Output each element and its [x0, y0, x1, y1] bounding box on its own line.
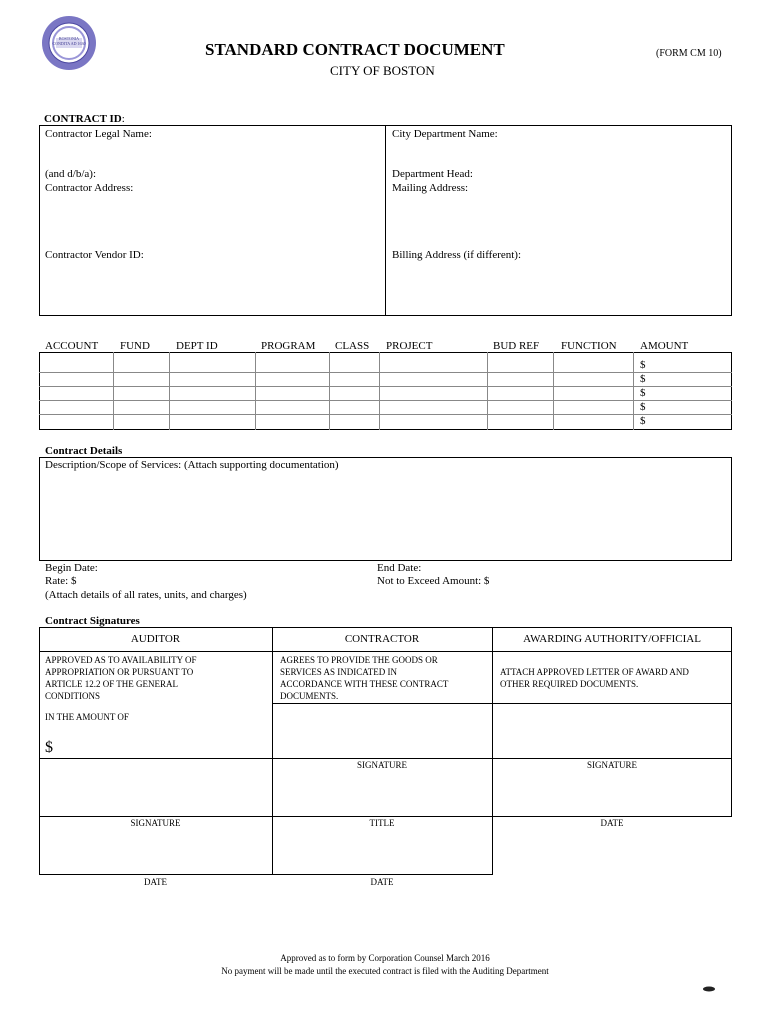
form-subtitle: CITY OF BOSTON [330, 63, 435, 78]
signatures-heading: Contract Signatures [45, 615, 140, 627]
amount-cell-1[interactable]: $ [640, 359, 646, 371]
contract-id-label [44, 113, 125, 125]
authority-signature-label: SIGNATURE [586, 760, 637, 770]
col-program: PROGRAM [261, 340, 316, 352]
sig-line-top [39, 627, 732, 628]
footer-approval: Approved as to form by Corporation Counsel March 2016 [280, 953, 490, 963]
table-col-line [633, 352, 634, 430]
seal-lettering: BOSTONIA CONDITA AD 1630 [52, 36, 86, 46]
sig-line-row3 [39, 816, 732, 817]
col-account: ACCOUNT [45, 340, 99, 352]
col-class: CLASS [335, 340, 370, 352]
contractor-legal-name-field[interactable]: Contractor Legal Name: [45, 128, 152, 140]
contractor-title-label: TITLE [369, 818, 395, 828]
sig-line-c1 [272, 627, 273, 874]
description-box[interactable] [39, 457, 732, 561]
mailing-address-field[interactable]: Mailing Address: [392, 182, 469, 194]
col-project: PROJECT [386, 340, 433, 352]
auditor-header: AUDITOR [130, 633, 181, 645]
auditor-date-label: DATE [144, 877, 167, 887]
sig-line-header [39, 651, 732, 652]
form-code: (FORM CM 10) [656, 48, 722, 59]
sig-line-row2 [39, 758, 732, 759]
rate-note: (Attach details of all rates, units, and charges) [45, 589, 247, 601]
auditor-text-4: CONDITIONS [45, 691, 100, 701]
auditor-amount-label: IN THE AMOUNT OF [45, 712, 129, 722]
contract-details-heading: Contract Details [45, 445, 123, 457]
amount-cell-2[interactable]: $ [640, 373, 646, 385]
begin-date-field[interactable]: Begin Date: [45, 562, 98, 574]
table-col-line [487, 352, 488, 430]
authority-date-label: DATE [600, 818, 624, 828]
contractor-address-field[interactable]: Contractor Address: [45, 182, 134, 194]
form-title: STANDARD CONTRACT DOCUMENT [205, 40, 505, 59]
auditor-amount-field[interactable]: $ [45, 739, 53, 756]
col-function: FUNCTION [561, 340, 617, 352]
footer-payment-note: No payment will be made until the executed contract is filed with the Auditing Department [221, 966, 549, 976]
authority-text-2: OTHER REQUIRED DOCUMENTS. [500, 679, 639, 689]
table-col-line [553, 352, 554, 430]
auditor-text-1: APPROVED AS TO AVAILABILITY OF [45, 655, 197, 665]
contractor-text-4: DOCUMENTS. [280, 691, 339, 701]
city-department-field[interactable]: City Department Name: [392, 128, 498, 140]
contractor-signature-label: SIGNATURE [356, 760, 407, 770]
auditor-signature-label: SIGNATURE [130, 818, 181, 828]
amount-cell-5[interactable]: $ [640, 415, 646, 427]
rate-field[interactable]: Rate: $ [45, 575, 77, 587]
table-col-line [329, 352, 330, 430]
table-row-line [39, 386, 732, 387]
contract-info-divider [385, 125, 386, 316]
billing-address-field[interactable]: Billing Address (if different): [392, 249, 522, 261]
contractor-date-label: DATE [370, 877, 394, 887]
table-col-line [169, 352, 170, 430]
col-bud-ref: BUD REF [493, 340, 540, 352]
contractor-header: CONTRACTOR [344, 633, 420, 645]
authority-header: AWARDING AUTHORITY/OFFICIAL [523, 633, 701, 645]
contractor-text-2: SERVICES AS INDICATED IN [280, 667, 398, 677]
end-date-field[interactable]: End Date: [377, 562, 422, 574]
sig-line-left [39, 627, 40, 874]
not-to-exceed-field[interactable]: Not to Exceed Amount: $ [377, 575, 490, 587]
col-fund: FUND [120, 340, 150, 352]
scroll-mark-icon [702, 980, 716, 988]
contractor-text-1: AGREES TO PROVIDE THE GOODS OR [280, 655, 438, 665]
vendor-id-field[interactable]: Contractor Vendor ID: [45, 249, 144, 261]
dba-field[interactable]: (and d/b/a): [45, 168, 97, 180]
amount-cell-3[interactable]: $ [640, 387, 646, 399]
amount-cell-4[interactable]: $ [640, 401, 646, 413]
description-label: Description/Scope of Services: (Attach supporting documentation) [45, 459, 339, 471]
contract-id-text: CONTRACT ID [44, 113, 122, 125]
contract-id-colon: : [121, 113, 125, 125]
sig-line-bottom [39, 874, 493, 875]
table-col-line [379, 352, 380, 430]
auditor-text-2: APPROPRIATION OR PURSUANT TO [45, 667, 194, 677]
table-row-line [39, 372, 732, 373]
col-dept-id: DEPT ID [176, 340, 218, 352]
table-col-line [113, 352, 114, 430]
contractor-text-3: ACCORDANCE WITH THESE CONTRACT [280, 679, 449, 689]
accounting-table [39, 352, 732, 430]
sig-line-right [731, 627, 732, 816]
table-col-line [255, 352, 256, 430]
department-head-field[interactable]: Department Head: [392, 168, 473, 180]
col-amount: AMOUNT [640, 340, 689, 352]
auditor-text-3: ARTICLE 12.2 OF THE GENERAL [45, 679, 179, 689]
authority-text-1: ATTACH APPROVED LETTER OF AWARD AND [500, 667, 689, 677]
sig-line-mid [272, 703, 732, 704]
table-row-line [39, 414, 732, 415]
sig-line-c2 [492, 627, 493, 874]
table-row-line [39, 400, 732, 401]
